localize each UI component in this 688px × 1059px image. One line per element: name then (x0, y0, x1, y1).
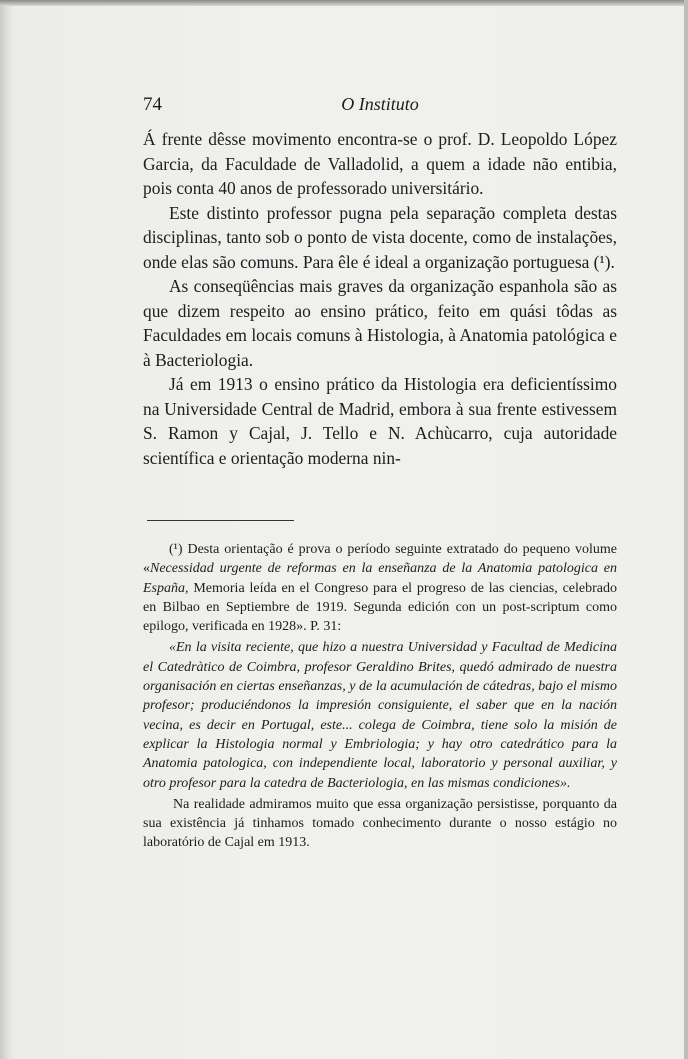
footnote-conclusion: Na realidade admiramos muito que essa organização persistisse, porquanto da sua existência já tinhamos tomado conhecimento durante o nosso estágio no laboratório de Cajal em 1913. (143, 796, 617, 851)
footnote-marker: (¹) (169, 542, 183, 557)
footnote-separator (147, 520, 294, 521)
paragraph-3: As conseqüências mais graves da organização espanhola são as que dizem respeito ao ensino prático, feito em quási tôdas as Faculdades em locais comuns à Histologia, à Anatomia patológica e à Bacteriologia. (143, 276, 617, 370)
paragraph-2: Este distinto professor pugna pela separação completa destas disciplinas, tanto sob o ponto de vista docente, como de instalações, onde elas são comuns. Para êle é ideal a organização portuguesa (¹). (143, 202, 617, 272)
page-top-edge (0, 0, 688, 6)
running-title: O Instituto (341, 94, 419, 114)
page-right-edge (684, 0, 688, 1059)
footnote-quote: «En la visita reciente, que hizo a nuestra Universidad y Facultad de Medicina el Catedràtico de Coimbra, profesor Geraldino Brites, quedó admirado de nuestra organisación en ciertas enseñanzas, y de la acumulación de cátedras, bajo el mismo profesor; produciéndonos la impresión consiguiente, el saber que en la nación vecina, es decir en Portugal, este... colega de Coimbra, tiene solo la misión de explicar la Histologia normal y Embriologia; y hay otro catedrático para la Anatomia patologica, con independiente local, laboratorio y personal auxiliar, y otro profesor para la catedra de Bacteriologia, en las mismas condiciones». (143, 640, 617, 791)
body-text (143, 127, 617, 470)
page-header (143, 94, 617, 116)
footnote-intro-text: Desta orientação é prova o período seguinte extratado do pequeno volume « (143, 542, 618, 577)
footnote (143, 540, 617, 853)
paragraph-1: Á frente dêsse movimento encontra-se o prof. D. Leopoldo López Garcia, da Faculdade de Valladolid, a quem a idade não entibia, pois conta 40 anos de professorado universitário. (143, 129, 617, 198)
footnote-intro (143, 540, 617, 636)
footnote-cited-title: Necessidad urgente de reformas en la enseñanza de la Anatomia patologica en España, (143, 561, 617, 596)
paragraph-4: Já em 1913 o ensino prático da Histologia era deficientíssimo na Universidade Central de Madrid, embora à sua frente estivessem S. Ramon y Cajal, J. Tello e N. Achùcarro, cuja autoridade scientífica e orientação moderna nin- (143, 374, 617, 468)
page-number: 74 (143, 94, 162, 115)
footnote-intro-rest: Memoria leída en el Congreso para el progreso de las ciencias, celebrado en Bilbao en Septiembre de 1919. Segunda edición con un post-scriptum como epilogo, verificada en 1928». P. 31: (143, 580, 617, 635)
